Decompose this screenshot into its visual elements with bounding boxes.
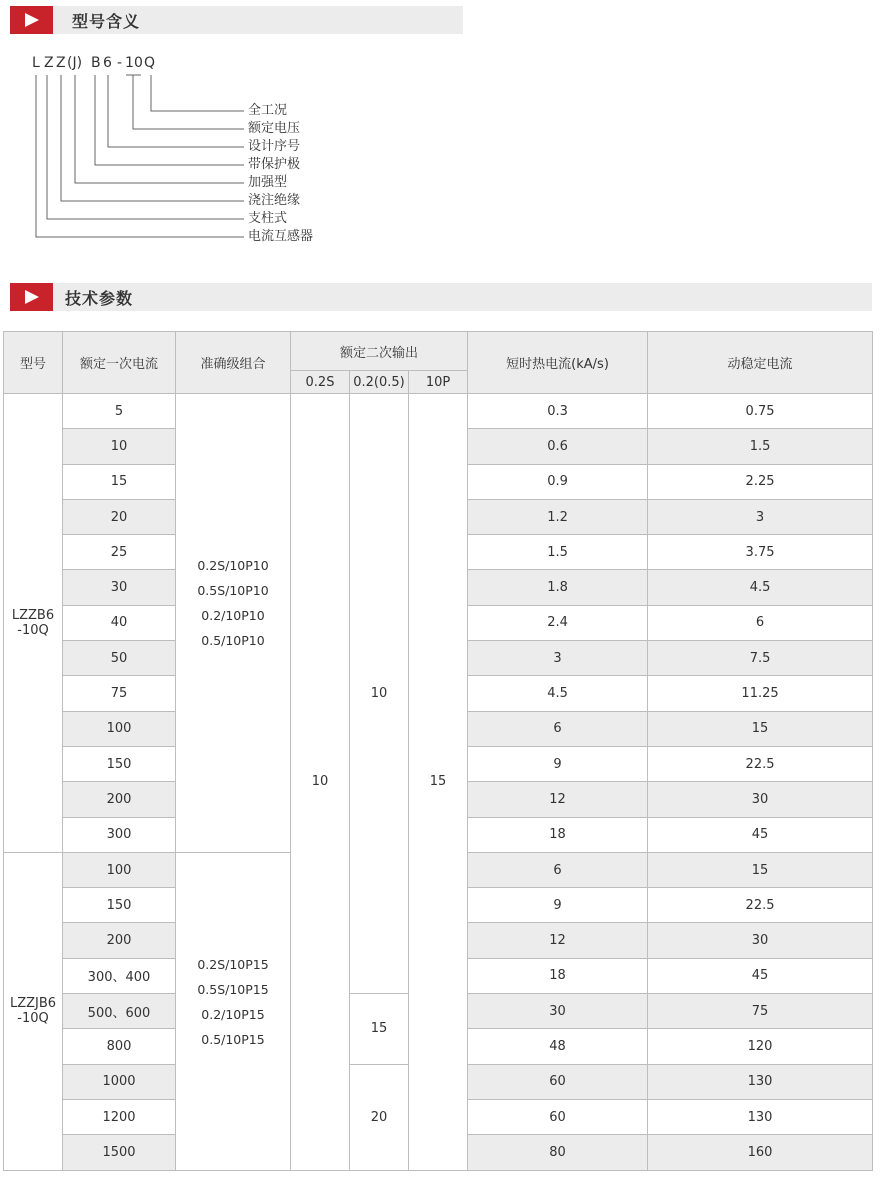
- accuracy-line: 0.2/10P15: [201, 1007, 265, 1023]
- play-icon: [10, 283, 53, 311]
- accuracy-line: 0.5S/10P10: [197, 582, 269, 598]
- primary-cell: 15: [63, 464, 176, 499]
- primary-cell: 800: [63, 1029, 176, 1064]
- thermal-cell: 3: [468, 641, 648, 676]
- code-char: 1: [125, 55, 134, 71]
- accuracy-cell: [176, 852, 291, 1170]
- dynamic-cell: 11.25: [648, 676, 873, 711]
- thermal-cell: 2.4: [468, 605, 648, 640]
- code-char: -: [117, 55, 123, 71]
- thermal-cell: 1.8: [468, 570, 648, 605]
- accuracy-line: 0.2/10P10: [201, 607, 265, 623]
- primary-cell: 25: [63, 535, 176, 570]
- thermal-cell: 60: [468, 1064, 648, 1099]
- thermal-cell: 12: [468, 782, 648, 817]
- thermal-cell: 1.2: [468, 499, 648, 534]
- dynamic-cell: 2.25: [648, 464, 873, 499]
- dynamic-cell: 3.75: [648, 535, 873, 570]
- dynamic-cell: 30: [648, 923, 873, 958]
- thermal-cell: 18: [468, 817, 648, 852]
- dynamic-cell: 45: [648, 817, 873, 852]
- code-char: Z: [44, 55, 54, 71]
- thermal-cell: 9: [468, 888, 648, 923]
- model-cell: [4, 394, 63, 853]
- dynamic-cell: 6: [648, 605, 873, 640]
- dynamic-cell: 0.75: [648, 394, 873, 429]
- accuracy-cell: [176, 394, 291, 853]
- header-sub-0-2-0-5: 0.2(0.5): [350, 371, 409, 394]
- dynamic-cell: 15: [648, 852, 873, 887]
- code-char: 6: [103, 55, 112, 71]
- primary-cell: 100: [63, 852, 176, 887]
- output-0-2-0-5-cell: 10: [350, 394, 409, 994]
- primary-cell: 500、600: [63, 994, 176, 1029]
- code-char: L: [32, 55, 40, 71]
- output-10p-cell: 15: [409, 394, 468, 1171]
- thermal-cell: 48: [468, 1029, 648, 1064]
- primary-cell: 150: [63, 746, 176, 781]
- header-dynamic-current: 动稳定电流: [648, 332, 873, 394]
- header-primary-current: 额定一次电流: [63, 332, 176, 394]
- thermal-cell: 6: [468, 852, 648, 887]
- primary-cell: 1200: [63, 1099, 176, 1134]
- thermal-cell: 6: [468, 711, 648, 746]
- code-char: Q: [144, 55, 156, 71]
- header-accuracy: 准确级组合: [176, 332, 291, 394]
- code-char: (J): [67, 55, 83, 71]
- dynamic-cell: 15: [648, 711, 873, 746]
- primary-cell: 1500: [63, 1135, 176, 1170]
- primary-cell: 200: [63, 782, 176, 817]
- dynamic-cell: 1.5: [648, 429, 873, 464]
- thermal-cell: 4.5: [468, 676, 648, 711]
- dynamic-cell: 75: [648, 994, 873, 1029]
- model-line: LZZJB6: [9, 996, 57, 1012]
- header-sub-10p: 10P: [409, 371, 468, 394]
- accuracy-line: 0.5S/10P15: [197, 982, 269, 998]
- model-line: -10Q: [17, 622, 49, 638]
- thermal-cell: 18: [468, 958, 648, 993]
- accuracy-line: 0.2S/10P10: [197, 557, 269, 573]
- primary-cell: 150: [63, 888, 176, 923]
- code-bracket-lines: [0, 0, 260, 250]
- meaning-label: 全工况: [248, 103, 288, 118]
- accuracy-line: 0.5/10P10: [201, 632, 265, 648]
- table-row: [4, 394, 873, 429]
- primary-cell: 5: [63, 394, 176, 429]
- code-char: B: [91, 55, 101, 71]
- thermal-cell: 30: [468, 994, 648, 1029]
- accuracy-line: 0.2S/10P15: [197, 957, 269, 973]
- output-0-2-0-5-cell: 15: [350, 994, 409, 1065]
- header-model: 型号: [4, 332, 63, 394]
- section-header-tech-params: [10, 283, 872, 311]
- primary-cell: 50: [63, 641, 176, 676]
- dynamic-cell: 120: [648, 1029, 873, 1064]
- spec-table: [3, 331, 873, 1171]
- primary-cell: 200: [63, 923, 176, 958]
- dynamic-cell: 22.5: [648, 746, 873, 781]
- primary-cell: 40: [63, 605, 176, 640]
- code-char: Z: [56, 55, 66, 71]
- header-sub-0-2s: 0.2S: [291, 371, 350, 394]
- primary-cell: 10: [63, 429, 176, 464]
- output-0-2s-cell: 10: [291, 394, 350, 1171]
- meaning-label: 带保护极: [248, 157, 301, 172]
- meaning-label: 电流互感器: [248, 229, 314, 244]
- header-secondary-output: 额定二次输出: [291, 332, 468, 371]
- primary-cell: 30: [63, 570, 176, 605]
- primary-cell: 300、400: [63, 958, 176, 993]
- thermal-cell: 1.5: [468, 535, 648, 570]
- meaning-label: 设计序号: [248, 139, 301, 154]
- model-line: -10Q: [17, 1011, 49, 1027]
- primary-cell: 75: [63, 676, 176, 711]
- meaning-label: 额定电压: [248, 121, 301, 136]
- output-0-2-0-5-cell: 20: [350, 1064, 409, 1170]
- accuracy-line: 0.5/10P15: [201, 1032, 265, 1048]
- meaning-label: 加强型: [248, 175, 288, 190]
- thermal-cell: 0.3: [468, 394, 648, 429]
- primary-cell: 100: [63, 711, 176, 746]
- primary-cell: 300: [63, 817, 176, 852]
- thermal-cell: 60: [468, 1099, 648, 1134]
- primary-cell: 20: [63, 499, 176, 534]
- section-title: 型号含义: [72, 12, 141, 31]
- model-line: LZZB6: [11, 607, 55, 623]
- dynamic-cell: 45: [648, 958, 873, 993]
- dynamic-cell: 130: [648, 1099, 873, 1134]
- dynamic-cell: 22.5: [648, 888, 873, 923]
- model-cell: [4, 852, 63, 1170]
- dynamic-cell: 3: [648, 499, 873, 534]
- thermal-cell: 0.6: [468, 429, 648, 464]
- dynamic-cell: 4.5: [648, 570, 873, 605]
- thermal-cell: 80: [468, 1135, 648, 1170]
- thermal-cell: 0.9: [468, 464, 648, 499]
- primary-cell: 1000: [63, 1064, 176, 1099]
- header-thermal-current: 短时热电流(kA/s): [468, 332, 648, 394]
- meaning-label: 浇注绝缘: [248, 193, 301, 208]
- meaning-label: 支柱式: [248, 211, 288, 226]
- code-char: 0: [134, 55, 143, 71]
- dynamic-cell: 130: [648, 1064, 873, 1099]
- thermal-cell: 12: [468, 923, 648, 958]
- dynamic-cell: 7.5: [648, 641, 873, 676]
- dynamic-cell: 160: [648, 1135, 873, 1170]
- thermal-cell: 9: [468, 746, 648, 781]
- dynamic-cell: 30: [648, 782, 873, 817]
- section-title: 技术参数: [65, 289, 134, 308]
